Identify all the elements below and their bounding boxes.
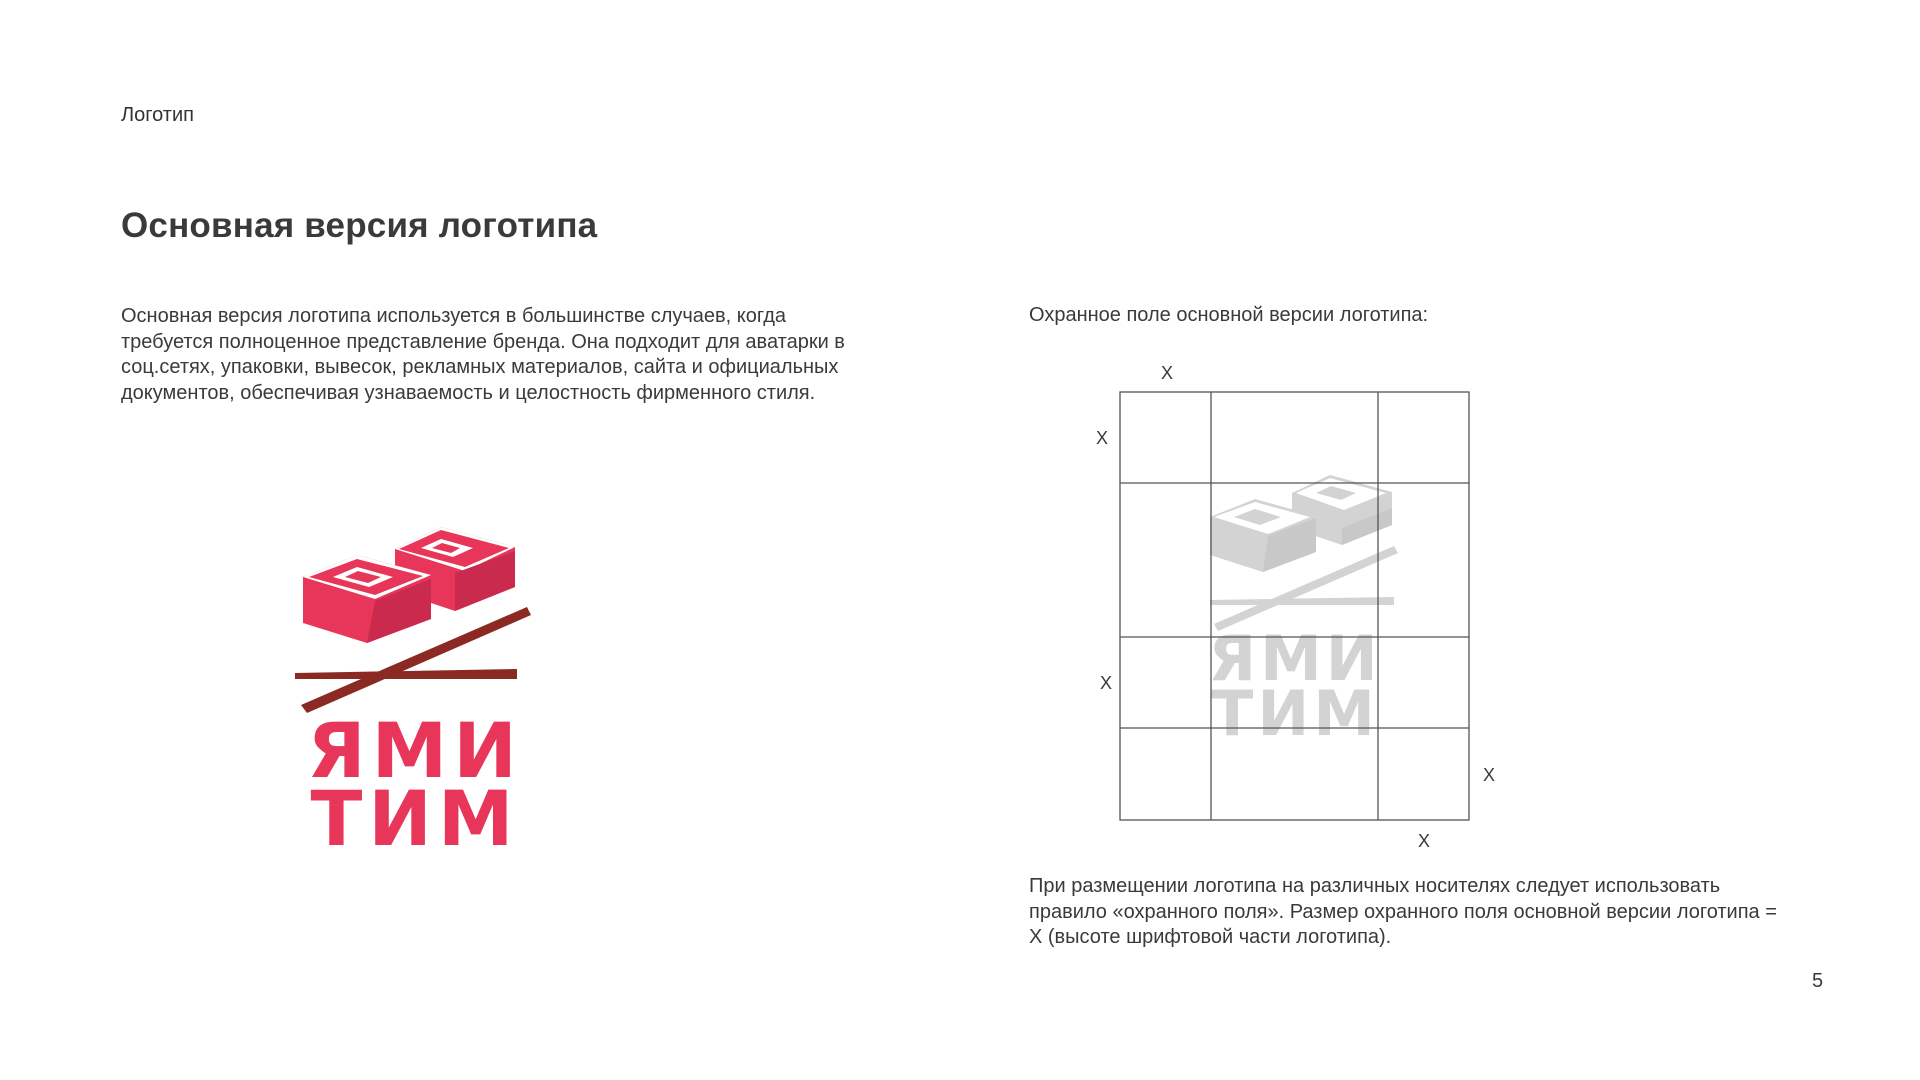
ghost-logo-line2: ТИМ <box>1211 677 1379 750</box>
clearspace-grid-lines <box>1120 392 1469 820</box>
x-marker-bottom: X <box>1418 831 1431 850</box>
x-marker-left-middle: X <box>1100 673 1113 693</box>
clearspace-diagram <box>1080 360 1520 850</box>
section-label: Логотип <box>121 104 194 126</box>
x-marker-left-top: X <box>1096 428 1109 448</box>
ghost-logo <box>1208 475 1398 750</box>
clearspace-caption: Охранное поле основной версии логотипа: <box>1029 304 1429 326</box>
main-logo <box>295 515 535 845</box>
clearspace-note: При размещении логотипа на различных носителях следует использовать правило «охранного поля». Размер охранного поля основной версии логотипа = X (высоте шрифтовой части логотипа). <box>1029 875 1777 948</box>
page-title: Основная версия логотипа <box>121 206 598 245</box>
page-number: 5 <box>1812 970 1824 992</box>
logo-wordmark-line1: ЯМИ <box>307 706 523 795</box>
logo-wordmark-line2: ТИМ <box>310 774 520 845</box>
logo-description: Основная версия логотипа используется в большинстве случаев, когда требуется полноценное представление бренда. Она подходит для аватарки в соц.сетях, упаковки, вывесок, рекламных материалов, сайта и официальных документов, обеспечивая узнаваемость и целостность фирменного стиля. <box>121 305 845 404</box>
x-marker-top: X <box>1161 363 1174 383</box>
ghost-logo-line1: ЯМИ <box>1208 622 1382 695</box>
x-marker-right: X <box>1483 765 1496 785</box>
